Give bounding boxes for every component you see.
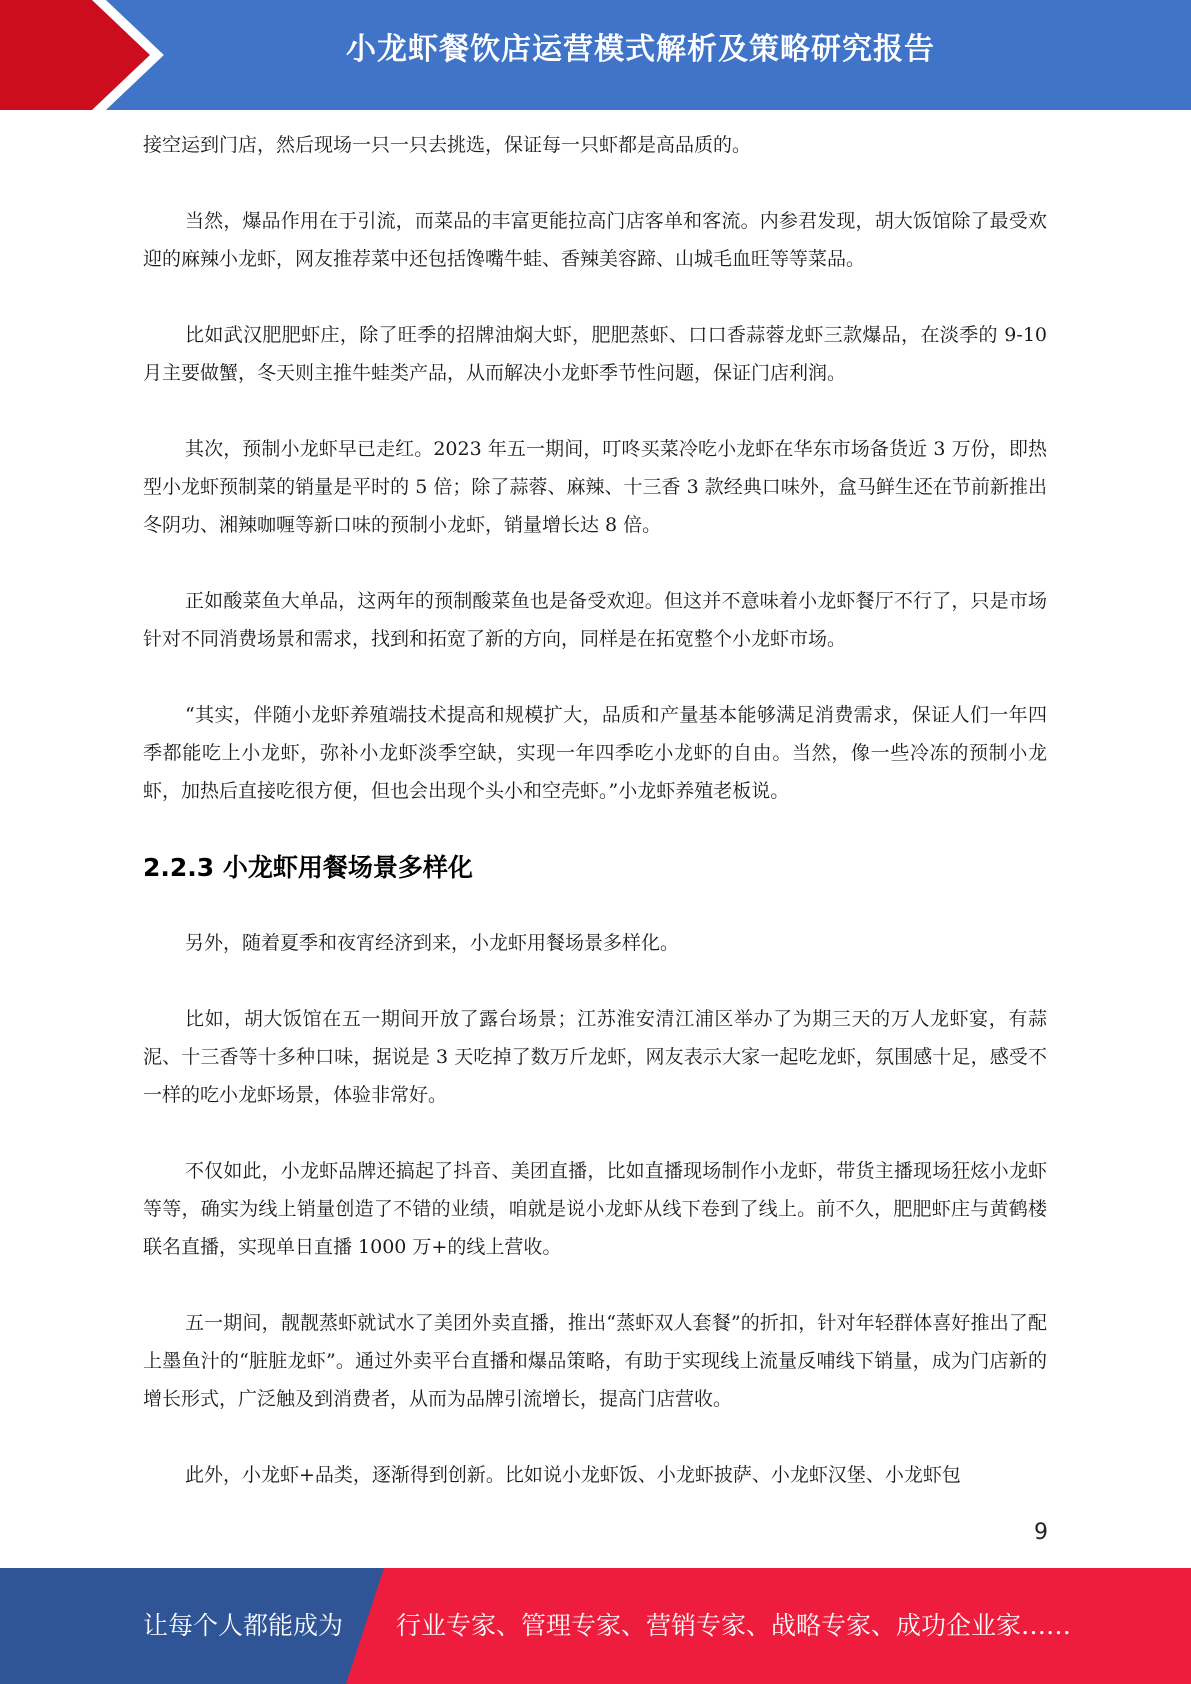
body-paragraph: “其实，伴随小龙虾养殖端技术提高和规模扩大，品质和产量基本能够满足消费需求，保证人们一年四季都能吃上小龙虾，弥补小龙虾淡季空缺，实现一年四季吃小龙虾的自由。当然，像一些冷冻的预制小龙虾，加热后直接吃很方便，但也会出现个头小和空壳虾。”小龙虾养殖老板说。	[143, 704, 1047, 802]
body-paragraph: 接空运到门店，然后现场一只一只去挑选，保证每一只虾都是高品质的。	[143, 134, 752, 156]
body-paragraph: 不仅如此，小龙虾品牌还搞起了抖音、美团直播，比如直播现场制作小龙虾，带货主播现场狂炫小龙虾等等，确实为线上销量创造了不错的业绩，咱就是说小龙虾从线下卷到了线上。前不久，肥肥虾庄与黄鹤楼联名直播，实现单日直播 1000 万+的线上营收。	[143, 1160, 1047, 1258]
body-paragraph: 五一期间，靓靓蒸虾就试水了美团外卖直播，推出“蒸虾双人套餐”的折扣，针对年轻群体喜好推出了配上墨鱼汁的“脏脏龙虾”。通过外卖平台直播和爆品策略，有助于实现线上流量反哺线下销量，成为门店新的增长形式，广泛触及到消费者，从而为品牌引流增长，提高门店营收。	[143, 1312, 1047, 1410]
body-paragraph: 此外，小龙虾+品类，逐渐得到创新。比如说小龙虾饭、小龙虾披萨、小龙虾汉堡、小龙虾包	[185, 1464, 961, 1486]
page-number: 9	[1034, 1520, 1048, 1545]
footer-slogan-left: 让每个人都能成为	[143, 1611, 344, 1640]
body-paragraph: 比如武汉肥肥虾庄，除了旺季的招牌油焖大虾，肥肥蒸虾、口口香蒜蓉龙虾三款爆品，在淡季的 9-10 月主要做蟹，冬天则主推牛蛙类产品，从而解决小龙虾季节性问题，保证门店利润。	[143, 324, 1047, 384]
section-heading: 2.2.3 小龙虾用餐场景多样化	[143, 853, 473, 882]
body-paragraph: 比如，胡大饭馆在五一期间开放了露台场景；江苏淮安清江浦区举办了为期三天的万人龙虾宴，有蒜泥、十三香等十多种口味，据说是 3 天吃掉了数万斤龙虾，网友表示大家一起吃龙虾，氛围感十足，感受不一样的吃小龙虾场景，体验非常好。	[143, 1008, 1047, 1106]
paragraph-group-bottom	[143, 924, 1047, 1494]
report-title: 小龙虾餐饮店运营模式解析及策略研究报告	[346, 32, 935, 67]
paragraph-group-top	[143, 126, 1047, 810]
body-paragraph: 当然，爆品作用在于引流，而菜品的丰富更能拉高门店客单和客流。内参君发现，胡大饭馆除了最受欢迎的麻辣小龙虾，网友推荐菜中还包括馋嘴牛蛙、香辣美容蹄、山城毛血旺等等菜品。	[143, 210, 1047, 270]
document-body	[143, 126, 1047, 1532]
body-paragraph: 另外，随着夏季和夜宵经济到来，小龙虾用餐场景多样化。	[185, 932, 680, 954]
page-footer	[0, 1568, 1191, 1684]
footer-slogan-right: 行业专家、管理专家、营销专家、战略专家、成功企业家……	[396, 1611, 1072, 1640]
body-paragraph: 其次，预制小龙虾早已走红。2023 年五一期间，叮咚买菜冷吃小龙虾在华东市场备货近 3 万份，即热型小龙虾预制菜的销量是平时的 5 倍；除了蒜蓉、麻辣、十三香 3 款经典口味外，盒马鲜生还在节前新推出冬阴功、湘辣咖喱等新口味的预制小龙虾，销量增长达 8 倍。	[143, 438, 1047, 536]
body-paragraph: 正如酸菜鱼大单品，这两年的预制酸菜鱼也是备受欢迎。但这并不意味着小龙虾餐厅不行了，只是市场针对不同消费场景和需求，找到和拓宽了新的方向，同样是在拓宽整个小龙虾市场。	[143, 590, 1047, 650]
page-header	[0, 0, 1191, 110]
